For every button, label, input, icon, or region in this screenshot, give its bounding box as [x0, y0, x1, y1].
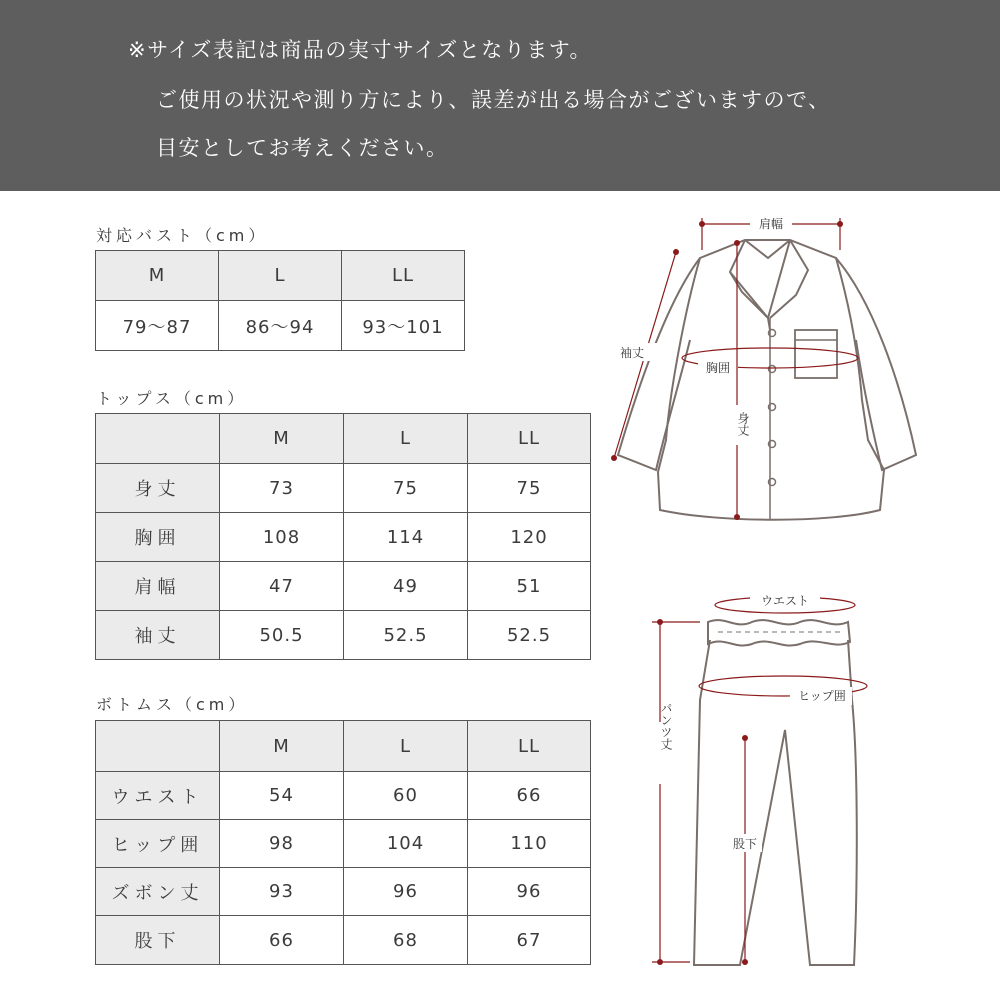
tops-cell: 51 [468, 562, 591, 611]
bottoms-cell: 66 [468, 772, 591, 820]
tops-cell: 75 [468, 464, 591, 513]
tops-cell: 120 [468, 513, 591, 562]
shirt-outline [658, 240, 884, 520]
bottoms-cell: 66 [220, 916, 344, 965]
tops-cell: 47 [220, 562, 344, 611]
bottoms-row-label: ウエスト [96, 772, 220, 820]
tops-cell: 52.5 [468, 611, 591, 660]
tops-cell: 108 [220, 513, 344, 562]
pants-diagram [652, 592, 867, 965]
shirt-left-sleeve [618, 258, 700, 470]
bottoms-row-label: 股下 [96, 916, 220, 965]
tops-header-l: L [344, 414, 468, 464]
bust-value-ll: 93〜101 [342, 301, 465, 351]
tops-row-label: 胸囲 [96, 513, 220, 562]
bust-header-l: L [219, 251, 342, 301]
notice-line-1: ※サイズ表記は商品の実寸サイズとなります。 [128, 38, 593, 62]
bottoms-cell: 54 [220, 772, 344, 820]
bottoms-cell: 93 [220, 868, 344, 916]
pants-length-label: パンツ丈 [659, 702, 673, 750]
bottoms-header-m: M [220, 721, 344, 772]
bottoms-header-l: L [344, 721, 468, 772]
bust-value-m: 79〜87 [96, 301, 219, 351]
tops-cell: 49 [344, 562, 468, 611]
bottoms-row-label: ヒップ囲 [96, 820, 220, 868]
bottoms-header-ll: LL [468, 721, 591, 772]
bottoms-cell: 60 [344, 772, 468, 820]
shirt-collar [730, 240, 808, 330]
tops-cell: 52.5 [344, 611, 468, 660]
length-label: 身丈 [736, 412, 750, 436]
tops-header-m: M [220, 414, 344, 464]
shoulder-label: 肩幅 [758, 217, 784, 231]
bottoms-cell: 110 [468, 820, 591, 868]
sleeve-label: 袖丈 [619, 346, 645, 360]
inseam-label: 股下 [732, 837, 758, 851]
tops-cell: 73 [220, 464, 344, 513]
bottoms-cell: 67 [468, 916, 591, 965]
notice-line-2: ご使用の状況や測り方により、誤差が出る場合がございますので、 [156, 88, 831, 112]
bust-value-l: 86〜94 [219, 301, 342, 351]
tops-cell: 75 [344, 464, 468, 513]
bottoms-cell: 98 [220, 820, 344, 868]
shirt-pocket [795, 330, 837, 378]
waist-label: ウエスト [760, 594, 810, 608]
tops-row-label: 肩幅 [96, 562, 220, 611]
bottoms-table-title: ボトムス（cm） [96, 695, 249, 714]
tops-cell: 114 [344, 513, 468, 562]
bottoms-cell: 96 [468, 868, 591, 916]
tops-table-title: トップス（cm） [96, 389, 248, 408]
chest-label: 胸囲 [705, 361, 731, 375]
bust-header-ll: LL [342, 251, 465, 301]
bottoms-cell: 96 [344, 868, 468, 916]
shirt-diagram [611, 214, 916, 520]
tops-row-label: 袖丈 [96, 611, 220, 660]
bust-header-m: M [96, 251, 219, 301]
bottoms-row-label: ズボン丈 [96, 868, 220, 916]
pants-waistband [708, 620, 850, 645]
bottoms-cell: 68 [344, 916, 468, 965]
bust-table-title: 対応バスト（cm） [96, 226, 269, 245]
tops-header-ll: LL [468, 414, 591, 464]
notice-line-3: 目安としてお考えください。 [156, 136, 449, 160]
bottoms-cell: 104 [344, 820, 468, 868]
tops-row-label: 身丈 [96, 464, 220, 513]
shirt-right-sleeve [836, 258, 916, 470]
tops-cell: 50.5 [220, 611, 344, 660]
hip-label: ヒップ囲 [798, 689, 846, 703]
